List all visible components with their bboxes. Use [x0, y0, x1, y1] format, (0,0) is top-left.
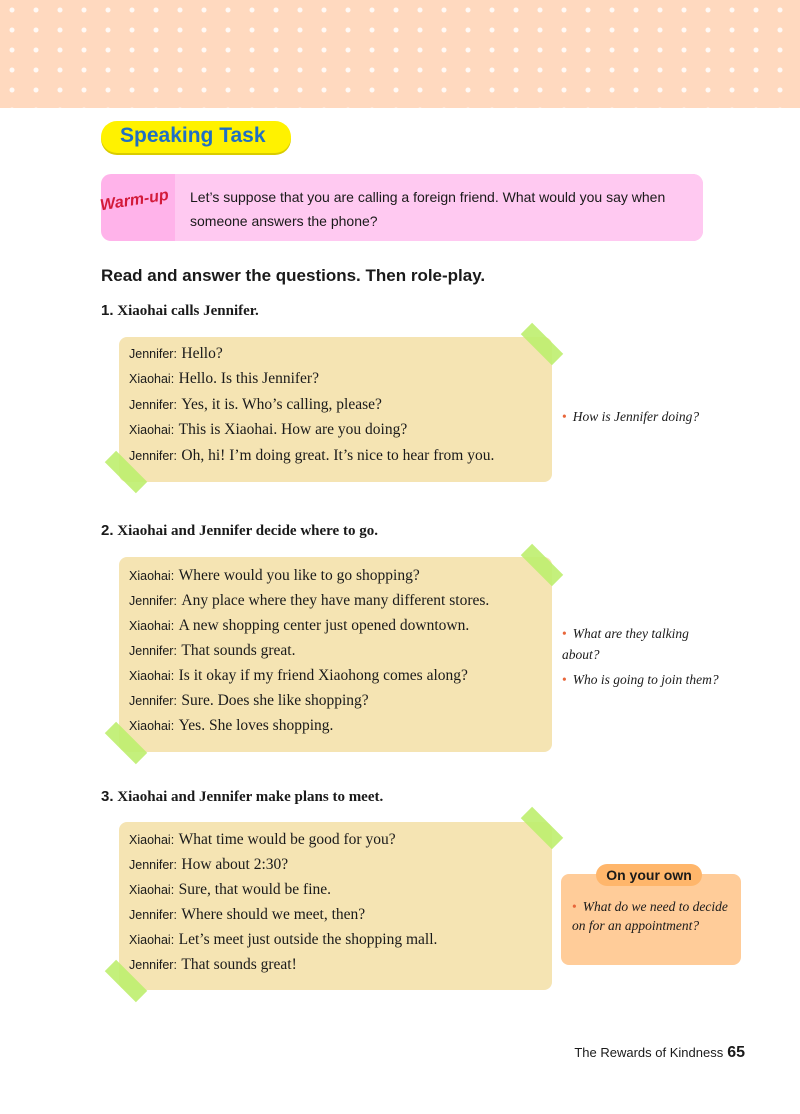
utterance: Any place where they have many different stores.	[181, 592, 490, 609]
section-number: 2.	[101, 522, 114, 539]
dialogue-line	[129, 881, 331, 906]
speaker-label: Xiaohai:	[129, 669, 175, 683]
on-your-own-label: On your own	[596, 864, 702, 886]
speaker-label: Xiaohai:	[129, 569, 175, 583]
speaker-label: Jennifer:	[129, 594, 177, 608]
dialogue-line	[129, 692, 369, 717]
dialogue-line	[129, 956, 297, 981]
instructions-heading: Read and answer the questions. Then role-play.	[101, 266, 486, 285]
dialogue-line	[129, 717, 333, 742]
section-title-text: Xiaohai and Jennifer decide where to go.	[117, 523, 378, 539]
page-footer	[574, 1044, 745, 1062]
speaker-label: Xiaohai:	[129, 619, 175, 633]
speaker-label: Jennifer:	[129, 644, 177, 658]
speaker-label: Jennifer:	[129, 449, 177, 463]
warmup-label: Warm-up	[99, 186, 170, 215]
utterance: What time would be good for you?	[178, 831, 396, 848]
utterance: Yes, it is. Who’s calling, please?	[181, 396, 382, 413]
bullet-icon: •	[562, 409, 567, 424]
utterance: Hello. Is this Jennifer?	[178, 370, 319, 387]
dialogue-line	[129, 642, 295, 667]
dialogue-line	[129, 931, 437, 956]
dialogue-line	[129, 396, 382, 421]
question-text: What do we need to decide on for an appointment?	[572, 899, 728, 933]
question-text: What are they talking about?	[562, 626, 689, 662]
utterance: Let’s meet just outside the shopping mall.	[178, 931, 438, 948]
utterance: That sounds great.	[181, 642, 296, 659]
utterance: Oh, hi! I’m doing great. It’s nice to hear from you.	[181, 447, 495, 464]
speaker-label: Jennifer:	[129, 908, 177, 922]
utterance: Is it okay if my friend Xiaohong comes along?	[178, 667, 468, 684]
speaker-label: Xiaohai:	[129, 719, 175, 733]
dialogue-line	[129, 856, 288, 881]
utterance: How about 2:30?	[181, 856, 289, 873]
speaker-label: Xiaohai:	[129, 423, 175, 437]
section-1-title	[101, 302, 259, 320]
utterance: Sure. Does she like shopping?	[181, 692, 369, 709]
question-note	[562, 669, 722, 690]
dialogue-line	[129, 906, 365, 931]
dialogue-line	[129, 421, 407, 446]
on-your-own-question	[572, 897, 732, 935]
decorative-star-band	[0, 0, 800, 108]
warmup-text: Let’s suppose that you are calling a foreign friend. What would you say when someone answers the phone?	[190, 189, 666, 229]
unit-title: The Rewards of Kindness	[574, 1045, 724, 1060]
dialogue-line	[129, 592, 489, 617]
page-number: 65	[727, 1044, 745, 1061]
bullet-icon: •	[572, 899, 577, 914]
section-number: 1.	[101, 302, 114, 319]
section-label-badge	[101, 121, 291, 153]
question-text: How is Jennifer doing?	[572, 409, 700, 424]
speaker-label: Xiaohai:	[129, 372, 175, 386]
section-2-title	[101, 522, 378, 540]
speaker-label: Xiaohai:	[129, 833, 175, 847]
section-title-text: Xiaohai calls Jennifer.	[117, 303, 259, 319]
speaker-label: Xiaohai:	[129, 933, 175, 947]
dialogue-line	[129, 617, 469, 642]
bullet-icon: •	[562, 626, 567, 641]
question-text: Who is going to join them?	[572, 672, 719, 687]
dialogue-line	[129, 667, 468, 692]
section-title-text: Xiaohai and Jennifer make plans to meet.	[117, 789, 384, 805]
section-3-title	[101, 788, 383, 806]
question-note	[562, 623, 722, 665]
dialogue-line	[129, 370, 319, 395]
section-number: 3.	[101, 788, 114, 805]
dialogue-line	[129, 567, 420, 592]
section-label: Speaking Task	[120, 124, 266, 147]
utterance: Where should we meet, then?	[181, 906, 366, 923]
utterance: A new shopping center just opened downtown.	[178, 617, 470, 634]
utterance: Where would you like to go shopping?	[178, 567, 420, 584]
utterance: Hello?	[181, 345, 223, 362]
dialogue-line	[129, 831, 396, 856]
speaker-label: Jennifer:	[129, 958, 177, 972]
utterance: This is Xiaohai. How are you doing?	[178, 421, 408, 438]
dialogue-line	[129, 345, 223, 370]
utterance: Sure, that would be fine.	[178, 881, 332, 898]
dialogue-line	[129, 447, 494, 472]
speaker-label: Xiaohai:	[129, 883, 175, 897]
utterance: Yes. She loves shopping.	[178, 717, 334, 734]
speaker-label: Jennifer:	[129, 694, 177, 708]
bullet-icon: •	[562, 672, 567, 687]
speaker-label: Jennifer:	[129, 347, 177, 361]
utterance: That sounds great!	[181, 956, 297, 973]
speaker-label: Jennifer:	[129, 398, 177, 412]
speaker-label: Jennifer:	[129, 858, 177, 872]
question-note	[562, 406, 699, 427]
